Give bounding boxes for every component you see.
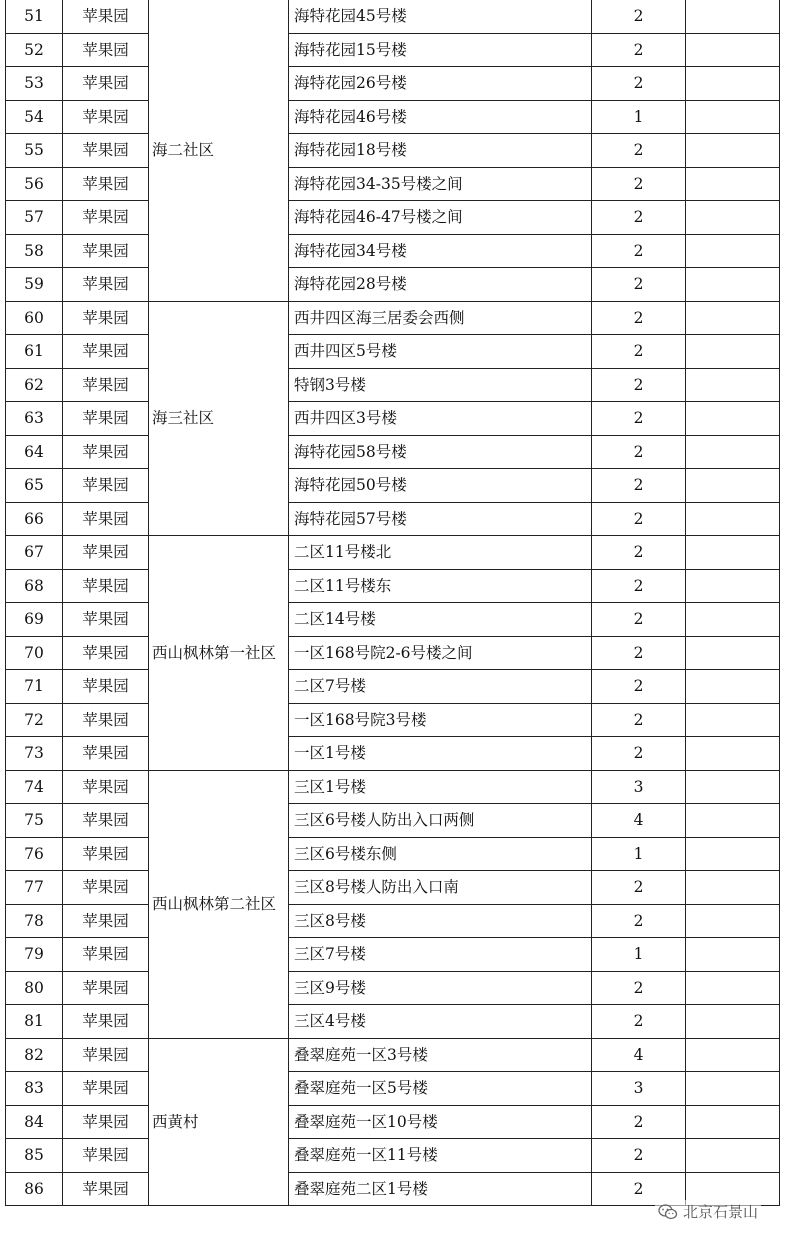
location-cell: 一区168号院2-6号楼之间	[289, 636, 592, 670]
count-cell: 2	[592, 737, 686, 771]
count-cell: 3	[592, 1072, 686, 1106]
location-cell: 二区11号楼东	[289, 569, 592, 603]
street-cell: 苹果园	[63, 1105, 149, 1139]
table-row	[6, 1038, 780, 1072]
street-cell: 苹果园	[63, 904, 149, 938]
location-cell: 一区168号院3号楼	[289, 703, 592, 737]
count-cell: 2	[592, 1005, 686, 1039]
location-cell: 西井四区海三居委会西侧	[289, 301, 592, 335]
remark-cell	[686, 100, 780, 134]
row-number: 60	[6, 301, 63, 335]
location-cell: 三区7号楼	[289, 938, 592, 972]
location-cell: 西井四区3号楼	[289, 402, 592, 436]
count-cell: 1	[592, 100, 686, 134]
table-row	[6, 301, 780, 335]
location-cell: 叠翠庭苑一区10号楼	[289, 1105, 592, 1139]
street-cell: 苹果园	[63, 134, 149, 168]
street-cell: 苹果园	[63, 368, 149, 402]
row-number: 51	[6, 0, 63, 33]
row-number: 72	[6, 703, 63, 737]
remark-cell	[686, 402, 780, 436]
table-row	[6, 871, 780, 905]
count-cell: 2	[592, 435, 686, 469]
watermark-text: 北京石景山	[682, 1203, 758, 1221]
count-cell: 2	[592, 402, 686, 436]
remark-cell	[686, 368, 780, 402]
row-number: 81	[6, 1005, 63, 1039]
street-cell: 苹果园	[63, 971, 149, 1005]
remark-cell	[686, 1038, 780, 1072]
community-cell: 海二社区	[149, 0, 289, 301]
street-cell: 苹果园	[63, 335, 149, 369]
community-cell: 西黄村	[149, 1038, 289, 1206]
street-cell: 苹果园	[63, 67, 149, 101]
count-cell: 2	[592, 670, 686, 704]
remark-cell	[686, 603, 780, 637]
location-cell: 西井四区5号楼	[289, 335, 592, 369]
row-number: 74	[6, 770, 63, 804]
table-row	[6, 67, 780, 101]
remark-cell	[686, 33, 780, 67]
row-number: 65	[6, 469, 63, 503]
table-body	[6, 0, 780, 1206]
remark-cell	[686, 0, 780, 33]
table-row	[6, 234, 780, 268]
street-cell: 苹果园	[63, 871, 149, 905]
remark-cell	[686, 871, 780, 905]
location-cell: 海特花园50号楼	[289, 469, 592, 503]
row-number: 83	[6, 1072, 63, 1106]
community-cell: 西山枫林第一社区	[149, 536, 289, 771]
street-cell: 苹果园	[63, 737, 149, 771]
street-cell: 苹果园	[63, 0, 149, 33]
row-number: 64	[6, 435, 63, 469]
remark-cell	[686, 636, 780, 670]
count-cell: 2	[592, 1139, 686, 1173]
table-row	[6, 636, 780, 670]
remark-cell	[686, 536, 780, 570]
count-cell: 2	[592, 67, 686, 101]
row-number: 78	[6, 904, 63, 938]
street-cell: 苹果园	[63, 402, 149, 436]
remark-cell	[686, 971, 780, 1005]
table-row	[6, 502, 780, 536]
location-cell: 海特花园45号楼	[289, 0, 592, 33]
street-cell: 苹果园	[63, 469, 149, 503]
table-row	[6, 368, 780, 402]
street-cell: 苹果园	[63, 1072, 149, 1106]
count-cell: 3	[592, 770, 686, 804]
remark-cell	[686, 435, 780, 469]
street-cell: 苹果园	[63, 770, 149, 804]
count-cell: 2	[592, 971, 686, 1005]
remark-cell	[686, 737, 780, 771]
row-number: 71	[6, 670, 63, 704]
remark-cell	[686, 67, 780, 101]
location-cell: 三区8号楼	[289, 904, 592, 938]
row-number: 79	[6, 938, 63, 972]
row-number: 59	[6, 268, 63, 302]
data-table	[5, 0, 780, 1206]
street-cell: 苹果园	[63, 837, 149, 871]
street-cell: 苹果园	[63, 670, 149, 704]
table-row	[6, 971, 780, 1005]
remark-cell	[686, 938, 780, 972]
street-cell: 苹果园	[63, 1139, 149, 1173]
street-cell: 苹果园	[63, 301, 149, 335]
count-cell: 1	[592, 837, 686, 871]
street-cell: 苹果园	[63, 636, 149, 670]
table-row	[6, 536, 780, 570]
row-number: 77	[6, 871, 63, 905]
count-cell: 2	[592, 234, 686, 268]
remark-cell	[686, 670, 780, 704]
row-number: 76	[6, 837, 63, 871]
street-cell: 苹果园	[63, 100, 149, 134]
row-number: 85	[6, 1139, 63, 1173]
row-number: 66	[6, 502, 63, 536]
row-number: 63	[6, 402, 63, 436]
table-row	[6, 134, 780, 168]
count-cell: 2	[592, 603, 686, 637]
table-row	[6, 737, 780, 771]
street-cell: 苹果园	[63, 268, 149, 302]
table-row	[6, 603, 780, 637]
location-cell: 叠翠庭苑一区11号楼	[289, 1139, 592, 1173]
location-cell: 三区1号楼	[289, 770, 592, 804]
location-cell: 叠翠庭苑一区3号楼	[289, 1038, 592, 1072]
street-cell: 苹果园	[63, 938, 149, 972]
community-cell: 西山枫林第二社区	[149, 770, 289, 1038]
street-cell: 苹果园	[63, 1005, 149, 1039]
count-cell: 2	[592, 1172, 686, 1206]
location-cell: 海特花园46-47号楼之间	[289, 201, 592, 235]
location-cell: 海特花园18号楼	[289, 134, 592, 168]
street-cell: 苹果园	[63, 1038, 149, 1072]
location-cell: 海特花园26号楼	[289, 67, 592, 101]
table-row	[6, 569, 780, 603]
row-number: 56	[6, 167, 63, 201]
remark-cell	[686, 904, 780, 938]
location-cell: 海特花园46号楼	[289, 100, 592, 134]
row-number: 53	[6, 67, 63, 101]
location-cell: 三区4号楼	[289, 1005, 592, 1039]
row-number: 80	[6, 971, 63, 1005]
location-cell: 海特花园15号楼	[289, 33, 592, 67]
count-cell: 2	[592, 469, 686, 503]
count-cell: 2	[592, 569, 686, 603]
location-cell: 三区6号楼人防出入口两侧	[289, 804, 592, 838]
row-number: 62	[6, 368, 63, 402]
remark-cell	[686, 804, 780, 838]
table-row	[6, 435, 780, 469]
street-cell: 苹果园	[63, 1172, 149, 1206]
street-cell: 苹果园	[63, 804, 149, 838]
count-cell: 2	[592, 301, 686, 335]
table-row	[6, 1105, 780, 1139]
table-row	[6, 335, 780, 369]
row-number: 82	[6, 1038, 63, 1072]
row-number: 70	[6, 636, 63, 670]
remark-cell	[686, 134, 780, 168]
remark-cell	[686, 770, 780, 804]
row-number: 68	[6, 569, 63, 603]
count-cell: 2	[592, 268, 686, 302]
remark-cell	[686, 469, 780, 503]
remark-cell	[686, 234, 780, 268]
location-cell: 三区9号楼	[289, 971, 592, 1005]
table-row	[6, 703, 780, 737]
table-row	[6, 904, 780, 938]
count-cell: 2	[592, 33, 686, 67]
remark-cell	[686, 837, 780, 871]
street-cell: 苹果园	[63, 167, 149, 201]
location-cell: 一区1号楼	[289, 737, 592, 771]
count-cell: 2	[592, 1105, 686, 1139]
row-number: 57	[6, 201, 63, 235]
remark-cell	[686, 1139, 780, 1173]
remark-cell	[686, 1005, 780, 1039]
row-number: 75	[6, 804, 63, 838]
location-cell: 叠翠庭苑二区1号楼	[289, 1172, 592, 1206]
location-cell: 海特花园34-35号楼之间	[289, 167, 592, 201]
count-cell: 4	[592, 804, 686, 838]
row-number: 61	[6, 335, 63, 369]
remark-cell	[686, 268, 780, 302]
street-cell: 苹果园	[63, 201, 149, 235]
row-number: 73	[6, 737, 63, 771]
remark-cell	[686, 703, 780, 737]
count-cell: 2	[592, 502, 686, 536]
location-cell: 海特花园58号楼	[289, 435, 592, 469]
count-cell: 2	[592, 335, 686, 369]
location-cell: 叠翠庭苑一区5号楼	[289, 1072, 592, 1106]
street-cell: 苹果园	[63, 603, 149, 637]
count-cell: 2	[592, 536, 686, 570]
location-cell: 二区11号楼北	[289, 536, 592, 570]
count-cell: 2	[592, 0, 686, 33]
location-cell: 海特花园34号楼	[289, 234, 592, 268]
table-row	[6, 268, 780, 302]
location-cell: 三区6号楼东侧	[289, 837, 592, 871]
count-cell: 2	[592, 703, 686, 737]
table-row	[6, 469, 780, 503]
location-cell: 海特花园28号楼	[289, 268, 592, 302]
table-row	[6, 770, 780, 804]
table-row	[6, 33, 780, 67]
table-row	[6, 167, 780, 201]
table-row	[6, 837, 780, 871]
remark-cell	[686, 335, 780, 369]
location-cell: 特钢3号楼	[289, 368, 592, 402]
row-number: 52	[6, 33, 63, 67]
row-number: 67	[6, 536, 63, 570]
table-row	[6, 0, 780, 33]
street-cell: 苹果园	[63, 435, 149, 469]
watermark	[655, 1200, 761, 1223]
row-number: 84	[6, 1105, 63, 1139]
count-cell: 2	[592, 636, 686, 670]
row-number: 86	[6, 1172, 63, 1206]
street-cell: 苹果园	[63, 569, 149, 603]
remark-cell	[686, 201, 780, 235]
table-row	[6, 938, 780, 972]
table-row	[6, 1072, 780, 1106]
count-cell: 2	[592, 904, 686, 938]
count-cell: 2	[592, 201, 686, 235]
count-cell: 2	[592, 167, 686, 201]
table-row	[6, 201, 780, 235]
remark-cell	[686, 1105, 780, 1139]
remark-cell	[686, 301, 780, 335]
location-cell: 海特花园57号楼	[289, 502, 592, 536]
location-cell: 三区8号楼人防出入口南	[289, 871, 592, 905]
row-number: 55	[6, 134, 63, 168]
remark-cell	[686, 502, 780, 536]
table-row	[6, 402, 780, 436]
row-number: 54	[6, 100, 63, 134]
count-cell: 1	[592, 938, 686, 972]
location-cell: 二区7号楼	[289, 670, 592, 704]
row-number: 69	[6, 603, 63, 637]
street-cell: 苹果园	[63, 536, 149, 570]
table-row	[6, 1139, 780, 1173]
table-row	[6, 804, 780, 838]
street-cell: 苹果园	[63, 703, 149, 737]
table-row	[6, 100, 780, 134]
remark-cell	[686, 1072, 780, 1106]
count-cell: 2	[592, 134, 686, 168]
street-cell: 苹果园	[63, 33, 149, 67]
remark-cell	[686, 167, 780, 201]
table-row	[6, 670, 780, 704]
remark-cell	[686, 569, 780, 603]
location-cell: 二区14号楼	[289, 603, 592, 637]
count-cell: 2	[592, 368, 686, 402]
table-row	[6, 1005, 780, 1039]
street-cell: 苹果园	[63, 234, 149, 268]
count-cell: 4	[592, 1038, 686, 1072]
street-cell: 苹果园	[63, 502, 149, 536]
wechat-icon	[658, 1204, 678, 1220]
community-cell: 海三社区	[149, 301, 289, 536]
count-cell: 2	[592, 871, 686, 905]
row-number: 58	[6, 234, 63, 268]
